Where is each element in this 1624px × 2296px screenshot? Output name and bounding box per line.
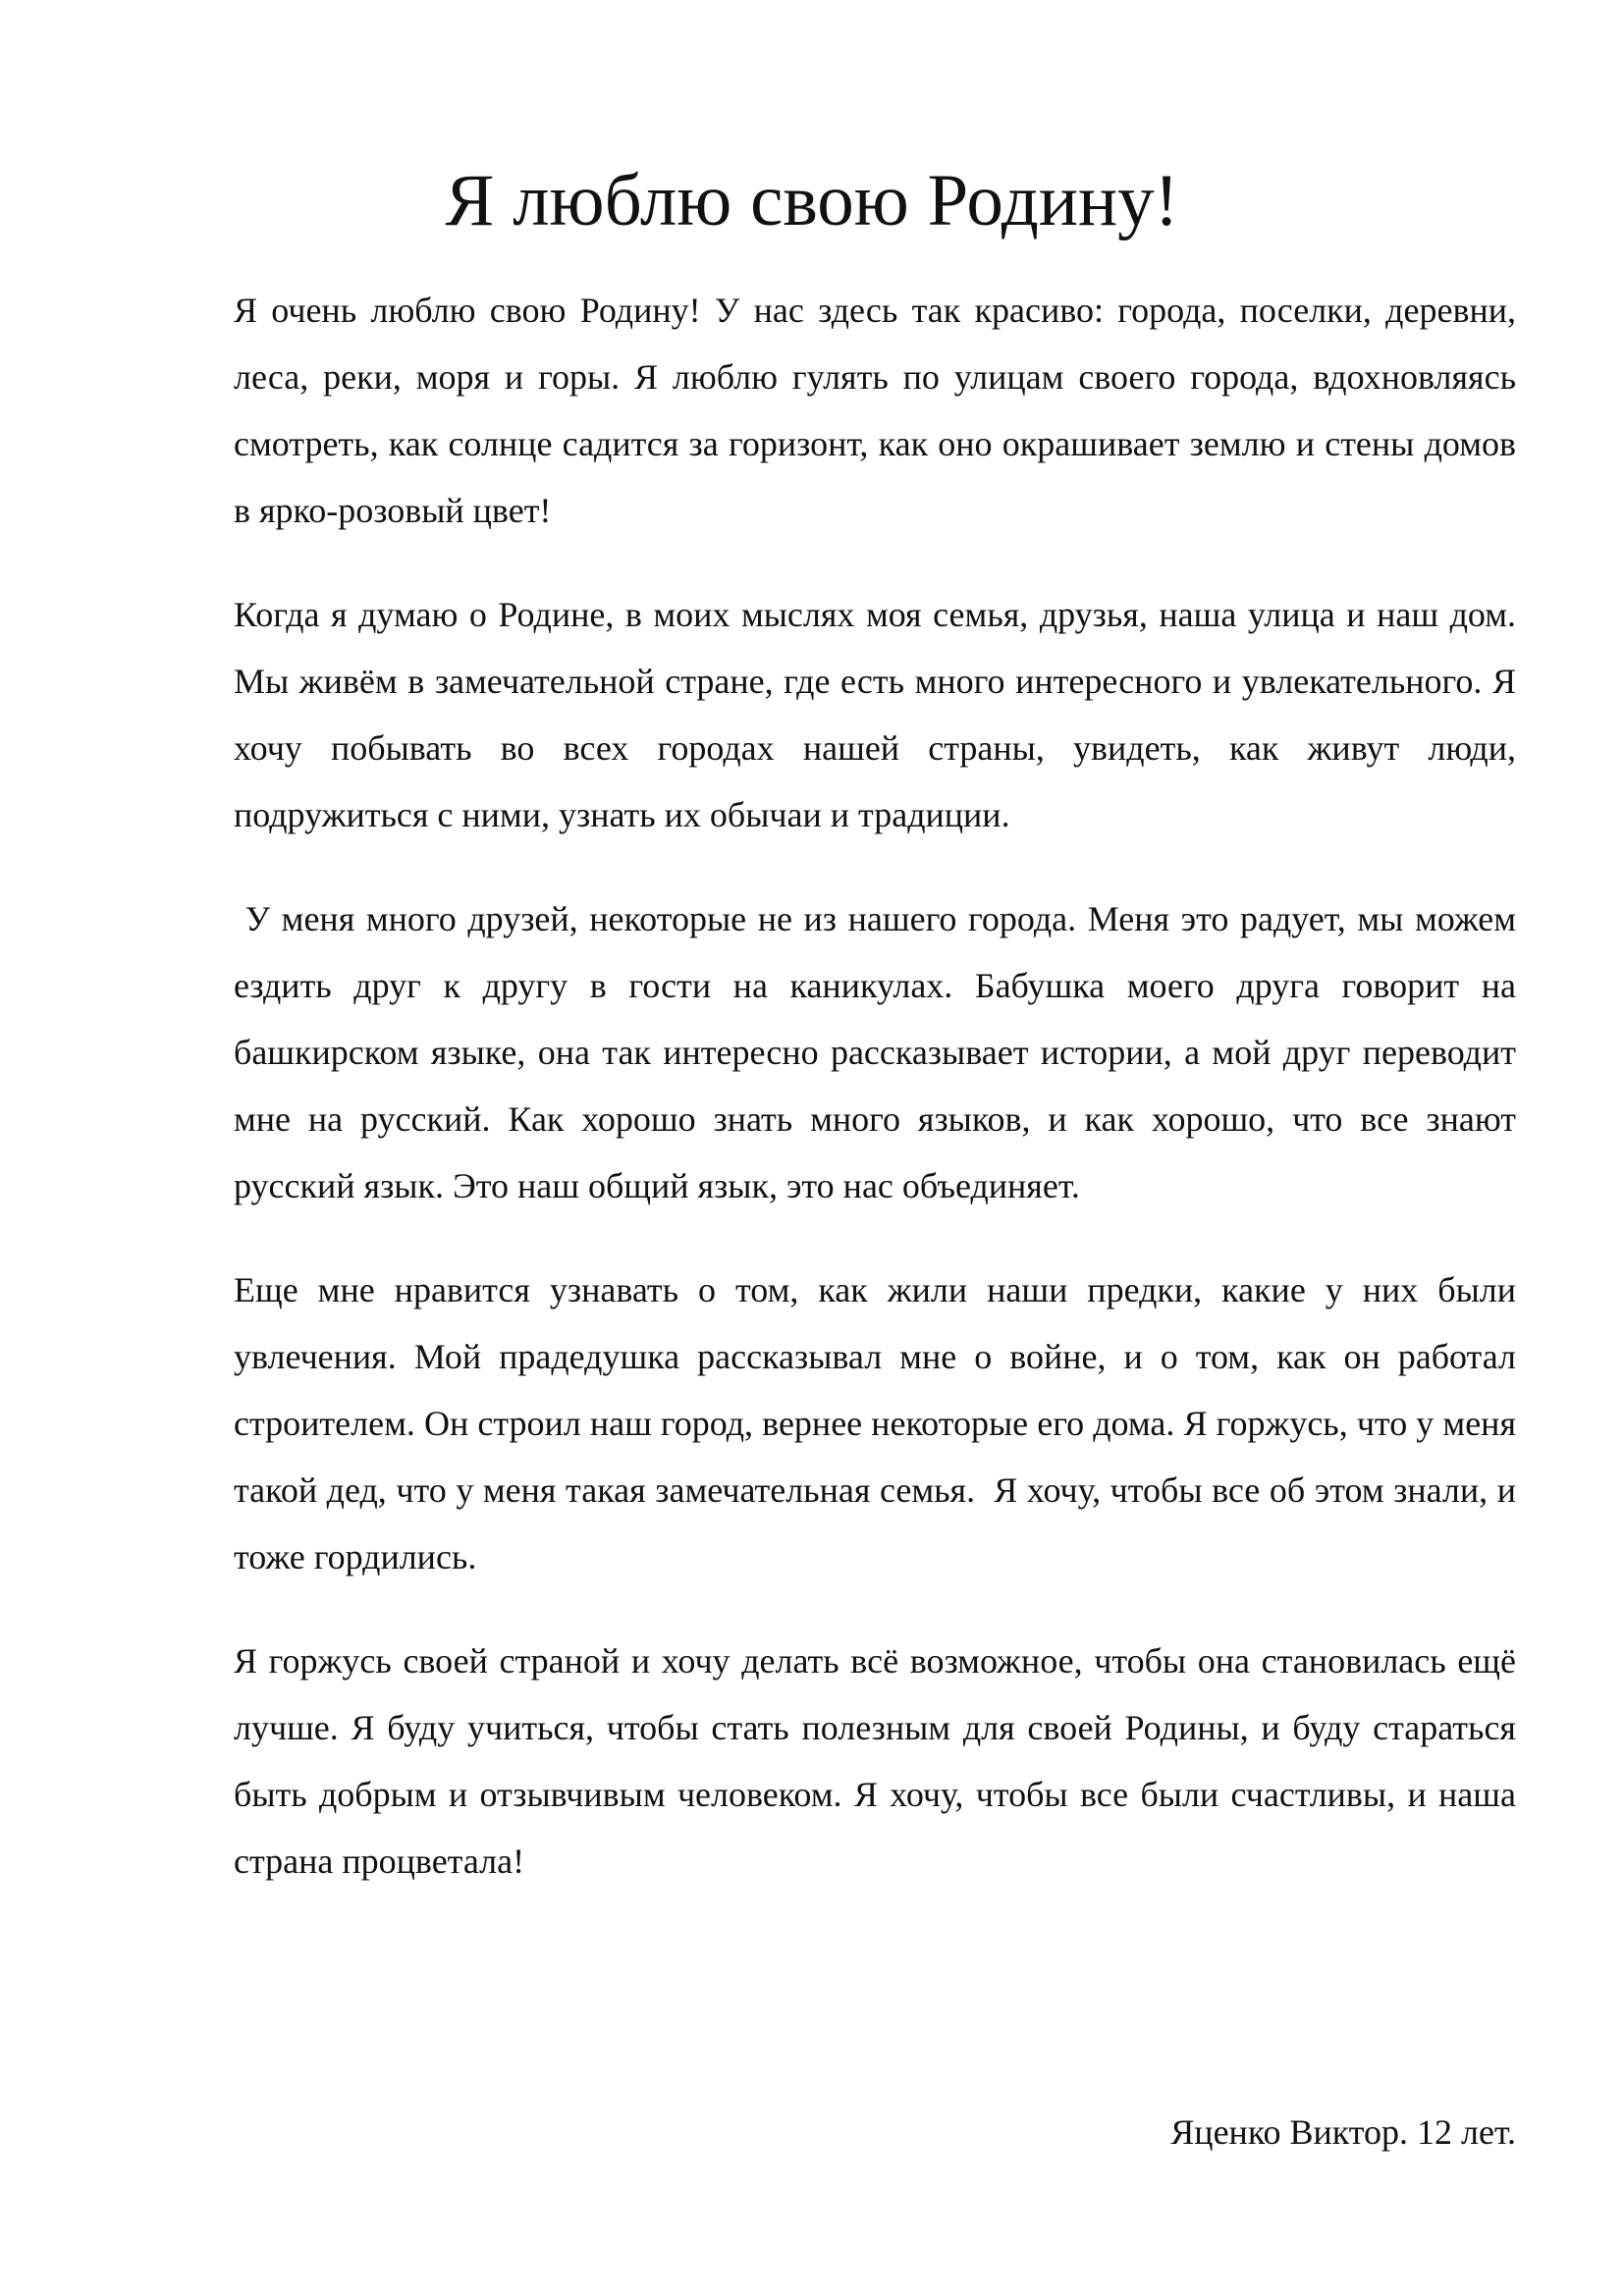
- author-signature: Яценко Виктор. 12 лет.: [1170, 2112, 1516, 2152]
- paragraph-4: Еще мне нравится узнавать о том, как жили наши предки, какие у них были увлечения. Мой прадедушка рассказывал мне о войне, и о том, как он работал строителем. Он строил наш город, вернее некоторые его дома. Я горжусь, что у меня такой дед, что у меня такая замечательная семья. Я хочу, чтобы все об этом знали, и тоже гордились.: [234, 1270, 1525, 1576]
- paragraph-5: Я горжусь своей страной и хочу делать всё возможное, чтобы она становилась ещё лучше. Я буду учиться, чтобы стать полезным для своей Родины, и буду стараться быть добрым и отзывчивым человеком. Я хочу, чтобы все были счастливы, и наша страна процветала!: [234, 1641, 1525, 1881]
- paragraph-3: У меня много друзей, некоторые не из нашего города. Меня это радует, мы можем ездить друг к другу в гости на каникулах. Бабушка моего друга говорит на башкирском языке, она так интересно рассказывает истории, а мой друг переводит мне на русский. Как хорошо знать много языков, и как хорошо, что все знают русский язык. Это наш общий язык, это нас объединяет.: [234, 899, 1526, 1205]
- paragraph-2: Когда я думаю о Родине, в моих мыслях моя семья, друзья, наша улица и наш дом. Мы живём в замечательной стране, где есть много интересного и увлекательного. Я хочу побывать во всех городах нашей страны, увидеть, как живут люди, подружиться с ними, узнать их обычаи и традиции.: [234, 595, 1525, 834]
- paragraph-1: Я очень люблю свою Родину! У нас здесь так красиво: города, поселки, деревни, леса, реки, моря и горы. Я люблю гулять по улицам своего города, вдохновляясь смотреть, как солнце садится за горизонт, как оно окрашивает землю и стены домов в ярко-розовый цвет!: [234, 291, 1525, 530]
- essay-title: Я люблю свою Родину!: [445, 160, 1179, 241]
- essay-body: [234, 277, 1526, 1932]
